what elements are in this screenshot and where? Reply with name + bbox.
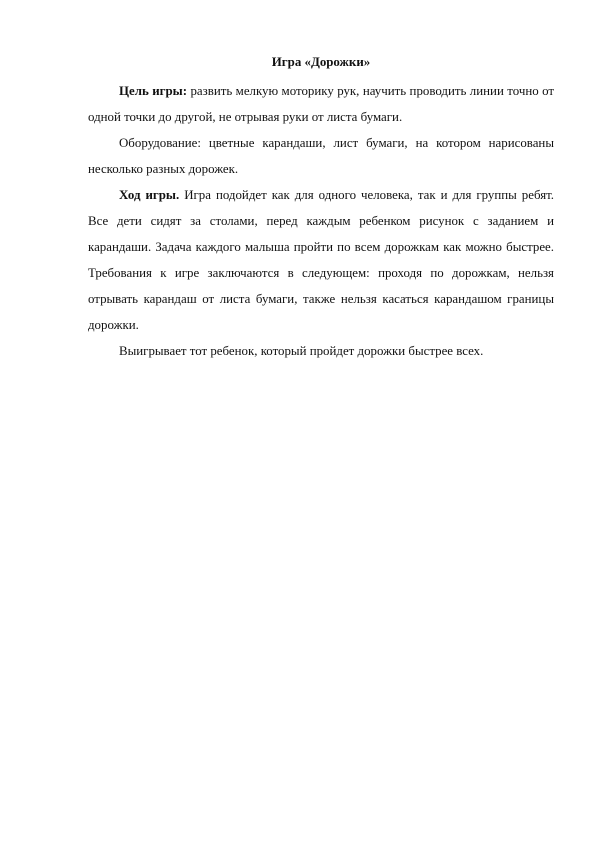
- paragraph-winner-text: Выигрывает тот ребенок, который пройдет дорожки быстрее всех.: [119, 344, 484, 358]
- paragraph-game-flow: [88, 182, 554, 338]
- document-title: Игра «Дорожки»: [271, 55, 371, 69]
- paragraph-goal-lead: Цель игры:: [119, 84, 188, 98]
- paragraph-equipment: [88, 130, 554, 182]
- paragraph-winner: [88, 338, 554, 364]
- paragraph-game-flow-lead: Ход игры.: [119, 188, 180, 202]
- paragraph-goal: [88, 78, 554, 130]
- paragraph-game-flow-text: Игра подойдет как для одного человека, так и для группы ребят. Все дети сидят за столами, перед каждым ребенком рисунок с заданием и карандаши. Задача каждого малыша пройти по всем дорожкам как можно быстрее. Требования к игре заключаются в следующем: проходя по дорожкам, нельзя отрывать карандаш от листа бумаги, также нельзя касаться карандашом границы дорожки.: [88, 188, 555, 332]
- paragraph-goal-text: развить мелкую моторику рук, научить проводить линии точно от одной точки до другой, не отрывая руки от листа бумаги.: [88, 84, 555, 124]
- paragraph-equipment-text: Оборудование: цветные карандаши, лист бумаги, на котором нарисованы несколько разных дорожек.: [88, 136, 554, 176]
- document-page: [88, 52, 554, 364]
